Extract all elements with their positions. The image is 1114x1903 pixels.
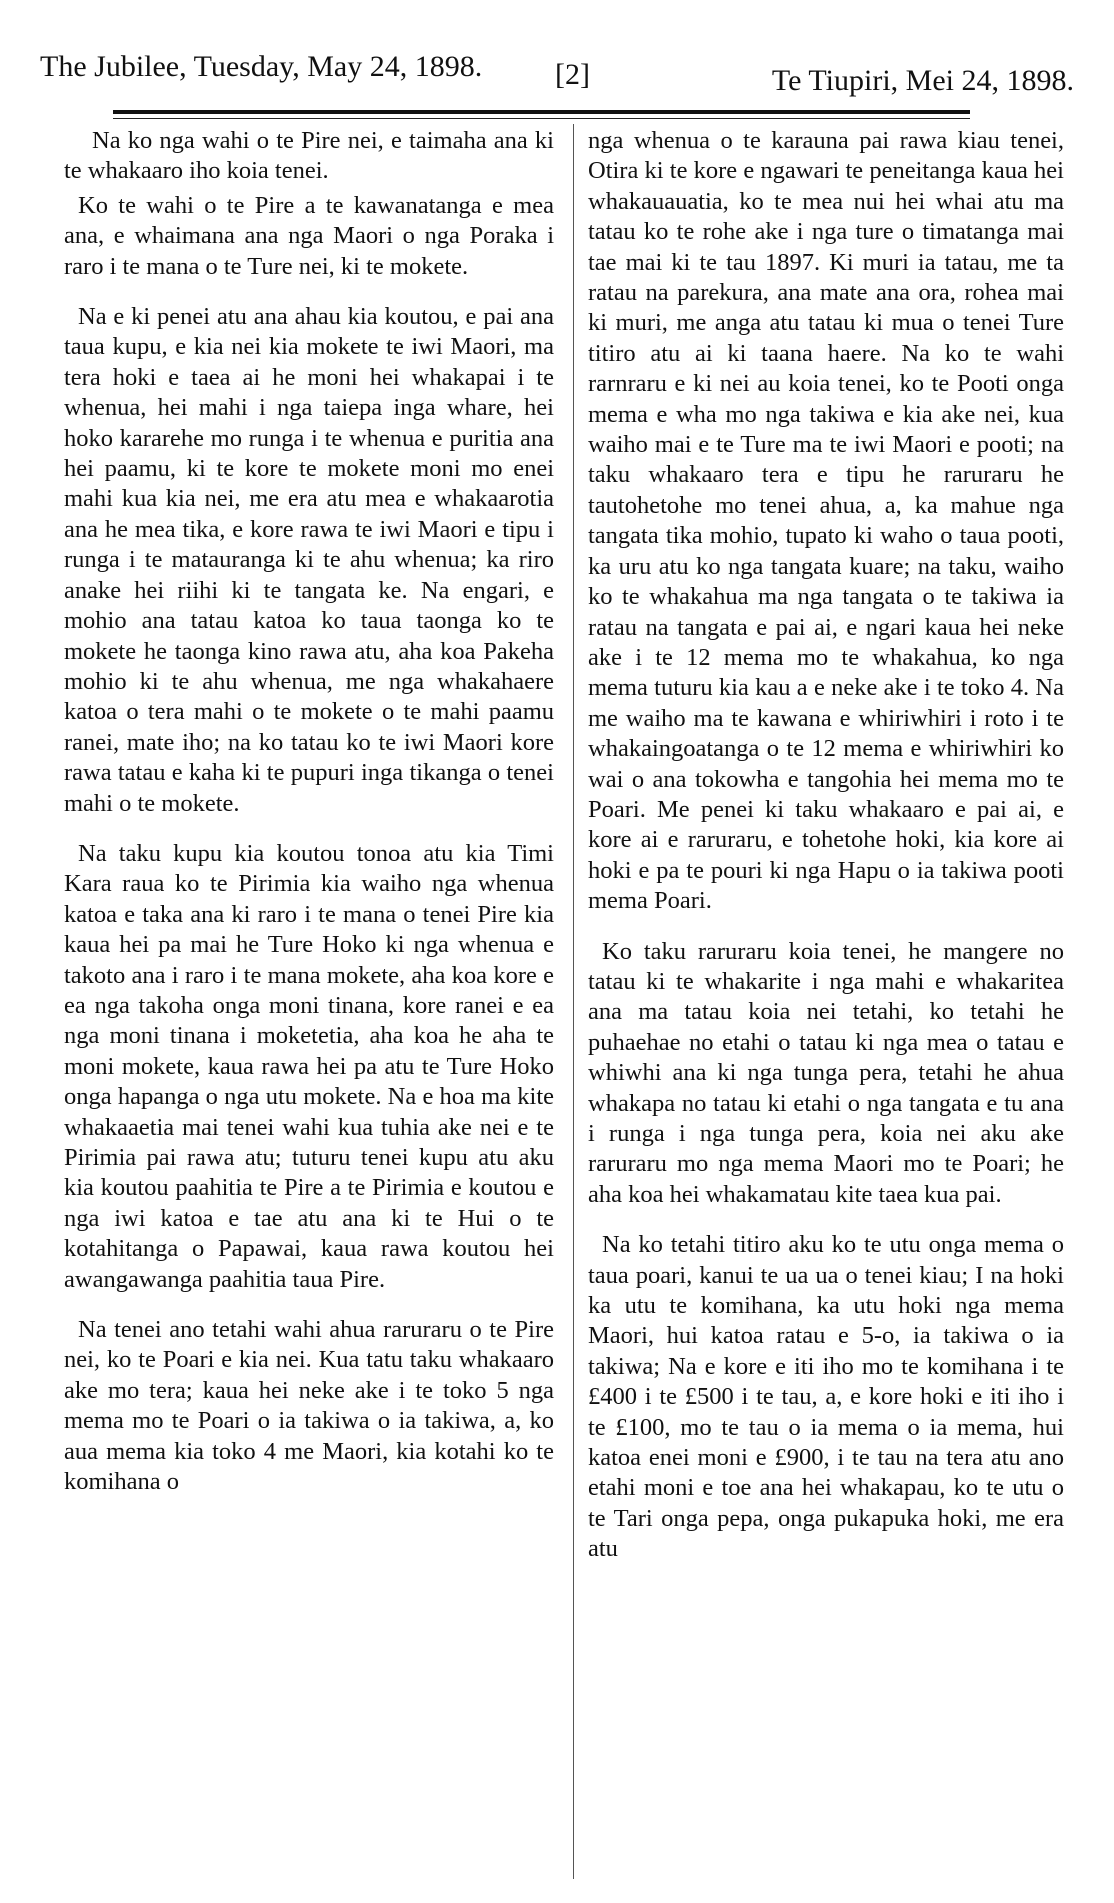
paragraph: Na tenei ano tetahi wahi ahua raruraru o te Pire nei, ko te Poari e kia nei. Kua tatu taku whakaaro ake mo tera; kaua hei neke ake i te toko 5 nga mema mo te Poari o ia takiwa o ia takiwa, a, ko aua mema kia toko 4 me Maori, kia kotahi ko te komihana o [64,1316,554,1496]
paragraph: Na ko nga wahi o te Pire nei, e taimaha ana ki te whakaaro iho koia tenei. [64,127,554,185]
paragraph: Ko te wahi o te Pire a te kawanatanga e mea ana, e whaimana ana nga Maori o nga Poraka i raro i te mana o te Ture nei, ki te mokete. [64,191,554,280]
paragraph: Na ko tetahi titiro aku ko te utu onga mema o taua poari, kanui te ua ua o tenei kiau; I na hoki ka utu te komihana, ka utu hoki nga mema Maori, hui katoa ratau e 5-o, ia takiwa o ia takiwa; Na e kore e iti iho mo te komihana i te £400 i te £500 i te tau, a, e kore hoki e iti iho i te £100, mo te tau o ia mema o ia mema, hui katoa enei moni e £900, i te tau na tera atu ano etahi moni e toe ana hei whakapau, ko te utu o te Tari onga pepa, onga pukapuka hoki, me era atu [588,1231,1064,1563]
paragraph: Na taku kupu kia koutou tonoa atu kia Timi Kara raua ko te Pirimia kia waiho nga whenua katoa e taka ana ki raro i te mana o tenei Pire kia kaua hei pa mai he Ture Hoko ki nga whenua e takoto ana i raro i te mana mokete, aha koa kore e ea nga takoha onga moni tinana, kore ranei e ea nga moni tinana i moketetia, aha koa he aha te moni mokete, kaua rawa hei pa atu te Ture Hoko onga hapanga o nga utu mokete. Na e hoa ma kite whakaaetia mai tenei wahi kua tuhia ake nei e te Pirimia pai rawa atu; tuturu tenei kupu atu aku kia koutou paahitia te Pire a te Pirimia e koutou e nga iwi katoa e tae atu ana ki te Hui o te kotahitanga o Papawai, kaua rawa koutou hei awangawanga paahitia taua Pire. [64,839,554,1293]
header-rule-thin [113,118,970,119]
page-header [40,50,1074,100]
paragraph: nga whenua o te karauna pai rawa kiau tenei, Otira ki te kore e ngawari te peneitanga kaua hei whakauauatia, ko te mea nui hei whai atu ma tatau ko te rohe ake i nga ture o timatanga mai tae mai ki te tau 1897. Ki muri ia tatau, me ta ratau na parekura, ana mate ana ora, rohea mai ki muri, me anga atu tatau ki mua o tenei Ture titiro atu ai ki taana haere. Na ko te wahi rarnraru e ki nei au koia tenei, ko te Pooti onga mema e wha mo nga takiwa e kia ake nei, kua waiho mai e te Ture ma te iwi Maori e pooti; na taku whakaaro tera e tipu he raruraru he tautohetohe mo tenei ahua, a, ka mahue nga tangata tika mohio, tupato ki waho o taua pooti, ka uru atu ko nga tangata kuare; na taku, waiho ko te whakahua ma nga tangata o te takiwa ia ratau na tangata e pai ai, e ngari kaua hei neke ake i te 12 mema mo te whakahua, ko nga mema tuturu kia kau a e neke ake i te toko 4. Na me waiho ma te kawana e whiriwhiri i roto i te whakaingoatanga o te 12 mema e whiriwhiri ko wai o ana tokowha e tangohia hei mema mo te Poari. Me penei ki taku whakaaro e pai ai, e kore ai e raruraru, e tohetohe hoki, kia kore ai hoki e pa te pouri ki nga Hapu o ia takiwa pooti mema Poari. [588,127,1064,915]
right-column [588,126,1064,1585]
paragraph: Na e ki penei atu ana ahau kia koutou, e pai ana taua kupu, e kia nei kia mokete te iwi Maori, ma tera hoki e taea ai he moni hei whakapai i te whenua, hei mahi i nga taiepa inga whare, hei hoko kararehe mo runga i te whenua e puritia ana hei paamu, ki te kore te mokete moni mo enei mahi kua kia nei, me era atu mea e whakaarotia ana he mea tika, e kore rawa te iwi Maori e tipu i runga i te matauranga ki te ahu whenua; ka riro anake hei riihi ki te tangata ke. Na engari, e mohio ana tatau katoa ko taua taonga ko te mokete he taonga kino rawa atu, aha koa Pakeha mohio ki te ahu whenua, me nga whakahaere katoa o tera mahi o te mokete o te mahi paamu ranei, mate iho; na ko tatau ko te iwi Maori kore rawa tatau e kaha ki te pupuri inga tikanga o tenei mahi o te mokete. [64,303,554,817]
paragraph: Ko taku raruraru koia tenei, he mangere no tatau ki te whakarite i nga mahi e whakaritea ana ma tatau koia nei tetahi, ko tetahi he puhaehae no etahi o tatau ki nga mea o tatau e whiwhi ana ki nga tunga pera, tetahi he ahua whakapa no tatau ki etahi o nga tangata e tu ana i runga i nga tunga pera, koia nei aku ake raruraru mo nga mema Maori mo te Poari; he aha koa hei whakamatau kite taea kua pai. [588,937,1064,1208]
column-divider [573,124,574,1879]
header-english-date: The Jubilee, Tuesday, May 24, 1898. [40,50,483,83]
page-number: [2] [555,58,590,91]
header-maori-date: Te Tiupiri, Mei 24, 1898. [771,64,1074,97]
header-rule-thick [113,110,970,114]
left-column [64,126,554,1517]
